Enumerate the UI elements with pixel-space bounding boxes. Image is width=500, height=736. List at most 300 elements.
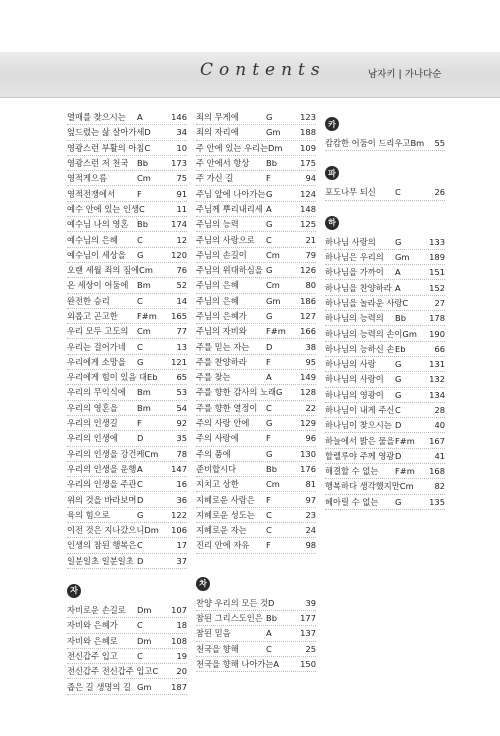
toc-entry[interactable] <box>67 447 187 462</box>
entry-key: F <box>266 494 271 505</box>
entry-title: 우리의 인생길 <box>67 418 118 429</box>
entry-page: 23 <box>305 509 316 520</box>
entry-page: 146 <box>171 112 187 123</box>
entry-key: F <box>266 540 271 551</box>
entry-page: 134 <box>429 389 445 400</box>
entry-page: 106 <box>171 525 187 536</box>
entry-title: 예수님 나의 영혼 <box>67 219 129 230</box>
entry-title: 포도나무 되신 <box>325 187 376 198</box>
toc-entry[interactable] <box>196 232 316 247</box>
toc-entry[interactable] <box>67 618 187 633</box>
entry-title: 하늘에서 밝은 물을 <box>325 435 395 446</box>
toc-entry[interactable] <box>67 603 187 618</box>
entry-page: 37 <box>176 555 187 566</box>
entry-title: 전신갑주 입고 <box>67 650 118 661</box>
entry-key: F#m <box>395 435 415 446</box>
entry-key: D <box>395 450 402 461</box>
section-letter-badge: 차 <box>196 577 210 591</box>
entry-title: 하나님이 내게 주신 <box>325 405 395 415</box>
toc-entry[interactable] <box>196 202 316 217</box>
entry-page: 189 <box>429 252 445 263</box>
entry-page: 91 <box>176 188 187 199</box>
entry-page: 14 <box>176 295 187 306</box>
toc-entry[interactable] <box>67 649 187 664</box>
page-title: Contents <box>200 60 326 80</box>
entry-page: 126 <box>300 265 316 276</box>
entry-title: 하나님의 능력의 <box>325 313 384 324</box>
toc-entry[interactable] <box>325 433 445 448</box>
entry-key: C <box>395 405 401 415</box>
entry-page: 18 <box>176 620 187 631</box>
entry-page: 165 <box>171 311 187 321</box>
toc-entry[interactable] <box>196 339 316 354</box>
entry-page: 16 <box>176 479 187 490</box>
entry-title: 천국을 향해 나아가는 <box>196 658 274 669</box>
toc-entry[interactable] <box>196 156 316 171</box>
toc-entry[interactable] <box>196 278 316 293</box>
entry-title: 지혜로운 성도는 <box>196 509 255 520</box>
entry-key: D <box>268 597 275 608</box>
entry-page: 55 <box>434 138 445 149</box>
entry-title: 주님의 자비와 <box>196 326 247 337</box>
toc-entry[interactable] <box>325 280 445 295</box>
toc-entry[interactable] <box>67 431 187 446</box>
entry-key: F <box>266 433 271 444</box>
entry-key: C <box>137 479 143 490</box>
toc-entry[interactable] <box>67 508 187 523</box>
entry-key: D <box>137 494 144 505</box>
entry-key: Bb <box>395 313 406 324</box>
toc-entry[interactable] <box>325 136 445 151</box>
entry-key: C <box>266 525 272 536</box>
toc-entry[interactable] <box>196 294 316 309</box>
entry-key: C <box>137 650 143 661</box>
entry-title: 우리의 인생에 <box>67 433 118 444</box>
entry-key: G <box>395 374 402 385</box>
entry-title: 예수님이 세상을 <box>67 249 126 260</box>
entry-title: 주의 사랑에 <box>196 433 239 444</box>
toc-entry[interactable] <box>325 185 445 200</box>
toc-entry[interactable] <box>196 611 316 626</box>
toc-entry[interactable] <box>196 248 316 263</box>
section-letter-badge: 파 <box>325 166 339 180</box>
toc-entry[interactable] <box>196 355 316 370</box>
toc-entry[interactable] <box>325 449 445 464</box>
entry-title: 우리의 인생을 운행 <box>67 463 137 474</box>
entry-key: A <box>395 267 401 278</box>
entry-title: 주 안에서 항상 <box>196 158 250 169</box>
entry-title: 영적전쟁에서 <box>67 188 116 199</box>
toc-entry[interactable] <box>325 464 445 479</box>
toc-entry[interactable] <box>325 479 445 494</box>
entry-title: 주님의 손길이 <box>196 249 247 260</box>
entry-title: 인생의 참된 행복은 <box>67 540 137 551</box>
toc-entry[interactable] <box>196 538 316 553</box>
toc-entry[interactable] <box>196 263 316 278</box>
toc-column-3 <box>325 110 445 510</box>
toc-entry[interactable] <box>196 370 316 385</box>
section-header <box>325 115 445 133</box>
entry-page: 109 <box>300 142 316 153</box>
spacer <box>67 569 187 577</box>
entry-key: D <box>144 127 151 138</box>
entry-title: 하나님을 찬양하라 <box>325 282 392 293</box>
entry-page: 11 <box>176 203 187 214</box>
entry-page: 147 <box>171 463 187 474</box>
toc-entry[interactable] <box>325 418 445 433</box>
entry-page: 152 <box>429 282 445 293</box>
entry-title: 주님의 능력 <box>196 219 239 230</box>
entry-title: 하나님의 사랑이 <box>325 374 384 385</box>
toc-entry[interactable] <box>196 186 316 201</box>
entry-page: 148 <box>300 203 316 214</box>
entry-title: 영적게으름 <box>67 173 108 184</box>
entry-key: G <box>137 249 144 260</box>
entry-page: 174 <box>171 219 187 230</box>
entry-key: C <box>395 187 401 198</box>
entry-page: 79 <box>305 249 316 260</box>
entry-title: 해결할 수 없는 <box>325 466 379 477</box>
entry-key: Bm <box>137 402 151 413</box>
entry-page: 107 <box>171 605 187 616</box>
entry-title: 우리의 영혼을 <box>67 402 118 413</box>
entry-title: 하나님의 능하신 손 <box>325 343 395 354</box>
entry-title: 자비로운 손길로 <box>67 605 126 616</box>
entry-page: 131 <box>429 359 445 370</box>
entry-key: F#m <box>395 466 415 477</box>
entry-title: 전신갑주 전신갑주 입고 <box>67 666 153 677</box>
toc-entry[interactable] <box>67 492 187 507</box>
entry-key: Cm <box>399 481 414 492</box>
entry-title: 주님의 은혜 <box>196 295 239 306</box>
entry-key: G <box>276 387 283 398</box>
entry-key: Bm <box>137 387 151 398</box>
entry-key: C <box>139 203 145 214</box>
toc-entry[interactable] <box>196 385 316 400</box>
entry-title: 하나님의 능력의 손이 <box>325 328 403 339</box>
entry-key: A <box>266 203 272 214</box>
entry-page: 22 <box>305 402 316 413</box>
entry-key: C <box>137 234 143 245</box>
entry-title: 자비와 은혜로 <box>67 635 118 646</box>
entry-title: 우리의 무익식에 <box>67 387 126 398</box>
entry-title: 오랜 세월 죄의 짐에 <box>67 265 140 276</box>
entry-page: 13 <box>176 341 187 352</box>
entry-page: 77 <box>176 326 187 337</box>
toc-entry[interactable] <box>196 492 316 507</box>
entry-page: 27 <box>434 297 445 308</box>
entry-page: 150 <box>300 658 316 669</box>
entry-page: 186 <box>300 295 316 306</box>
section-header <box>67 582 187 600</box>
entry-title: 외롭고 곤고한 <box>67 311 118 321</box>
toc-entry[interactable] <box>67 370 187 385</box>
entry-key: Gm <box>266 127 281 138</box>
entry-key: Gm <box>137 681 152 692</box>
entry-page: 24 <box>305 525 316 536</box>
entry-title: 우리에게 소망을 <box>67 356 126 367</box>
toc-entry[interactable] <box>67 385 187 400</box>
entry-page: 34 <box>176 127 187 138</box>
entry-page: 28 <box>434 405 445 415</box>
toc-entry[interactable] <box>325 235 445 250</box>
toc-entry[interactable] <box>196 110 316 125</box>
entry-title: 캄캄한 어둠이 드리우고 <box>325 138 411 149</box>
spacer <box>196 562 316 570</box>
entry-key: Cm <box>139 265 153 276</box>
toc-entry[interactable] <box>196 447 316 462</box>
entry-page: 10 <box>176 142 187 153</box>
section-letter-badge: 카 <box>325 117 339 131</box>
entry-page: 151 <box>429 267 445 278</box>
entry-title: 하나님을 가까이 <box>325 267 384 278</box>
toc-entry[interactable] <box>196 324 316 339</box>
entry-key: C <box>144 142 151 153</box>
section-letter-badge: 하 <box>325 216 339 230</box>
toc-entry[interactable] <box>196 626 316 641</box>
toc-entry[interactable] <box>325 342 445 357</box>
toc-entry[interactable] <box>67 248 187 263</box>
entry-title: 진리 안에 자유 <box>196 540 250 551</box>
toc-entry[interactable] <box>67 554 187 569</box>
toc-entry[interactable] <box>325 326 445 341</box>
entry-page: 17 <box>176 540 187 551</box>
entry-page: 35 <box>176 433 187 444</box>
toc-entry[interactable] <box>67 401 187 416</box>
entry-page: 177 <box>300 613 316 624</box>
toc-entry[interactable] <box>67 141 187 156</box>
entry-key: G <box>266 448 273 459</box>
entry-page: 54 <box>176 402 187 413</box>
entry-title: 우리의 인생을 강건케 <box>67 448 145 459</box>
entry-key: Cm <box>266 249 280 260</box>
toc-entry[interactable] <box>67 171 187 186</box>
entry-title: 하나님의 사랑 <box>325 359 376 370</box>
entry-title: 참된 믿음 <box>196 628 231 639</box>
entry-page: 166 <box>300 326 316 337</box>
entry-title: 온 세상이 어둠에 <box>67 280 129 291</box>
entry-page: 20 <box>176 666 187 677</box>
entry-title: 주님께 뿌리내리세 <box>196 203 263 214</box>
entry-key: Dm <box>268 142 283 153</box>
entry-title: 지혜로운 자는 <box>196 525 247 536</box>
entry-key: G <box>137 356 144 367</box>
entry-key: Dm <box>137 635 152 646</box>
toc-entry[interactable] <box>67 477 187 492</box>
toc-entry[interactable] <box>325 372 445 387</box>
entry-title: 주 가신 길 <box>196 173 234 184</box>
entry-key: G <box>395 236 402 247</box>
entry-key: G <box>395 389 402 400</box>
toc-entry[interactable] <box>67 278 187 293</box>
entry-key: C <box>402 297 409 308</box>
spacer <box>325 151 445 159</box>
toc-entry[interactable] <box>196 401 316 416</box>
entry-key: Bb <box>266 613 277 624</box>
toc-entry[interactable] <box>67 339 187 354</box>
toc-entry[interactable] <box>325 388 445 403</box>
entry-title: 우리는 걸어가네 <box>67 341 126 352</box>
entry-page: 187 <box>171 681 187 692</box>
toc-entry[interactable] <box>67 202 187 217</box>
toc-entry[interactable] <box>67 355 187 370</box>
entry-key: C <box>266 234 272 245</box>
toc-entry[interactable] <box>196 125 316 140</box>
entry-title: 주를 향한 감사의 노래 <box>196 387 277 398</box>
entry-title: 주의 사랑 안에 <box>196 418 250 429</box>
entry-key: Gm <box>395 252 410 263</box>
entry-title: 하나님이 찾으시는 <box>325 420 392 431</box>
entry-key: Eb <box>147 372 158 383</box>
entry-key: A <box>395 282 401 293</box>
entry-page: 75 <box>176 173 187 184</box>
toc-entry[interactable] <box>67 309 187 324</box>
toc-entry[interactable] <box>67 324 187 339</box>
entry-key: D <box>266 341 273 352</box>
entry-title: 지치고 상한 <box>196 479 239 490</box>
entry-page: 52 <box>176 280 187 291</box>
entry-title: 우리의 인생을 주관 <box>67 479 137 490</box>
entry-key: G <box>266 265 273 276</box>
entry-key: C <box>137 341 143 352</box>
entry-key: Cm <box>137 326 151 337</box>
entry-title: 주님의 사랑으로 <box>196 234 255 245</box>
entry-page: 21 <box>305 234 316 245</box>
entry-title: 열매를 찾으시는 <box>67 112 126 123</box>
entry-title: 주 안에 있는 우리는 <box>196 142 269 153</box>
toc-entry[interactable] <box>67 679 187 694</box>
toc-entry[interactable] <box>67 217 187 232</box>
entry-key: G <box>266 219 273 230</box>
entry-title: 완전한 승리 <box>67 295 110 306</box>
toc-entry[interactable] <box>196 657 316 672</box>
entry-page: 120 <box>171 249 187 260</box>
toc-entry[interactable] <box>196 431 316 446</box>
entry-key: Cm <box>266 479 280 490</box>
entry-title: 주의 품에 <box>196 448 231 459</box>
spacer <box>325 201 445 209</box>
toc-entry[interactable] <box>67 634 187 649</box>
entry-page: 124 <box>300 188 316 199</box>
section-header <box>196 575 316 593</box>
entry-key: Dm <box>137 605 152 616</box>
entry-page: 130 <box>300 448 316 459</box>
entry-page: 39 <box>305 597 316 608</box>
entry-page: 82 <box>434 481 445 492</box>
toc-column-1 <box>67 110 187 695</box>
entry-title: 주를 향한 열정이 <box>196 402 258 413</box>
section-letter-badge: 자 <box>67 584 81 598</box>
entry-key: F#m <box>137 311 157 321</box>
entry-page: 66 <box>434 343 445 354</box>
entry-key: A <box>266 628 272 639</box>
entry-title: 죄의 무게에 <box>196 112 239 123</box>
toc-entry[interactable] <box>196 642 316 657</box>
toc-entry[interactable] <box>325 296 445 311</box>
entry-key: C <box>137 540 143 551</box>
entry-key: F <box>137 418 142 429</box>
entry-page: 38 <box>305 341 316 352</box>
entry-key: G <box>137 509 144 520</box>
toc-entry[interactable] <box>196 477 316 492</box>
entry-title: 영광스런 저 천국 <box>67 158 129 169</box>
toc-entry[interactable] <box>196 217 316 232</box>
header-divider <box>0 97 500 98</box>
entry-page: 175 <box>300 158 316 169</box>
entry-title: 준비합시다 <box>196 463 237 474</box>
entry-title: 예수님의 은혜 <box>67 234 118 245</box>
entry-page: 94 <box>305 173 316 184</box>
toc-entry[interactable] <box>325 357 445 372</box>
toc-entry[interactable] <box>196 171 316 186</box>
toc-entry[interactable] <box>67 186 187 201</box>
entry-key: D <box>137 555 144 566</box>
entry-page: 36 <box>176 494 187 505</box>
toc-entry[interactable] <box>325 311 445 326</box>
entry-title: 하나님의 영광이 <box>325 389 384 400</box>
toc-entry[interactable] <box>67 538 187 553</box>
entry-page: 137 <box>300 628 316 639</box>
toc-entry[interactable] <box>196 523 316 538</box>
toc-entry[interactable] <box>196 416 316 431</box>
entry-title: 찬양 우리의 모든 것 <box>196 597 269 608</box>
entry-page: 41 <box>434 450 445 461</box>
toc-entry[interactable] <box>325 265 445 280</box>
entry-key: D <box>395 420 402 431</box>
page-subtitle: 남자키 | 가나다순 <box>368 69 442 80</box>
toc-entry[interactable] <box>325 495 445 510</box>
toc-entry[interactable] <box>196 462 316 477</box>
toc-entry[interactable] <box>196 141 316 156</box>
toc-entry[interactable] <box>67 232 187 247</box>
toc-entry[interactable] <box>196 596 316 611</box>
toc-entry[interactable] <box>325 403 445 418</box>
entry-page: 132 <box>429 374 445 385</box>
toc-entry[interactable] <box>67 156 187 171</box>
toc-entry[interactable] <box>67 294 187 309</box>
entry-page: 53 <box>176 387 187 398</box>
toc-entry[interactable] <box>196 508 316 523</box>
entry-key: G <box>266 311 273 321</box>
toc-entry[interactable] <box>67 462 187 477</box>
entry-page: 108 <box>171 635 187 646</box>
entry-key: Bm <box>410 138 425 149</box>
spacer <box>196 554 316 562</box>
entry-key: Bb <box>137 219 148 230</box>
toc-entry[interactable] <box>67 110 187 125</box>
toc-entry[interactable] <box>196 309 316 324</box>
toc-entry[interactable] <box>67 263 187 278</box>
entry-page: 78 <box>176 448 187 459</box>
entry-key: D <box>137 433 144 444</box>
entry-page: 173 <box>171 158 187 169</box>
entry-title: 주님의 은혜 <box>196 280 239 291</box>
entry-page: 133 <box>429 236 445 247</box>
entry-page: 96 <box>305 433 316 444</box>
toc-entry[interactable] <box>67 125 187 140</box>
entry-key: Eb <box>395 343 406 354</box>
toc-entry[interactable] <box>67 664 187 679</box>
entry-title: 행복하다 생각했지만 <box>325 481 400 492</box>
toc-entry[interactable] <box>325 250 445 265</box>
entry-page: 81 <box>305 479 316 490</box>
toc-entry[interactable] <box>67 523 187 538</box>
entry-page: 98 <box>305 540 316 551</box>
entry-title: 천국을 향해 <box>196 643 239 654</box>
entry-title: 일분일초 일분일초 <box>67 555 134 566</box>
toc-entry[interactable] <box>67 416 187 431</box>
entry-key: Bb <box>137 158 148 169</box>
